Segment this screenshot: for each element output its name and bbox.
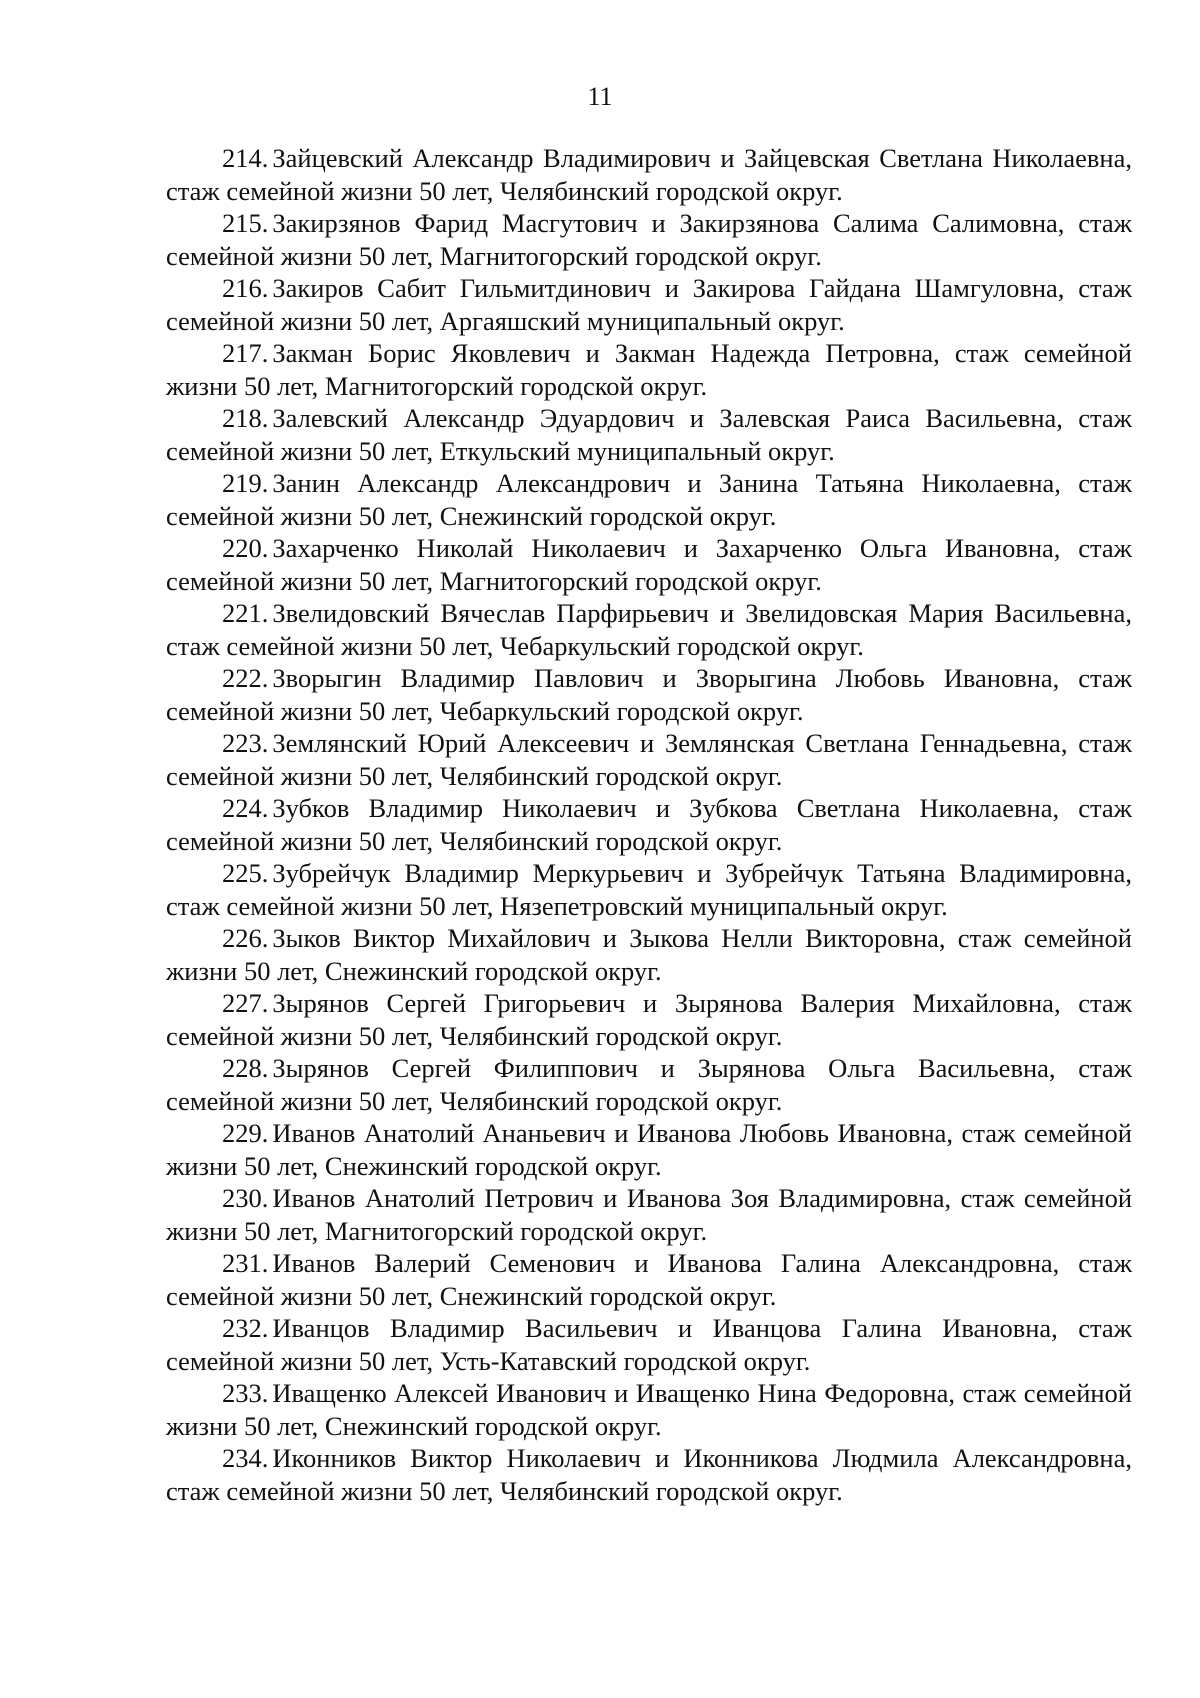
entry-number: 215.	[222, 208, 269, 238]
entry-number: 230.	[222, 1183, 269, 1213]
entry-number: 222.	[222, 663, 269, 693]
list-item	[166, 532, 1132, 597]
entry-text: Залевский Александр Эдуардович и Залевская Раиса Васильевна, стаж семейной жизни 50 лет, Еткульский муниципальный округ.	[166, 403, 1132, 466]
entry-number: 216.	[222, 273, 269, 303]
entry-text: Иванов Анатолий Ананьевич и Иванова Любовь Ивановна, стаж семейной жизни 50 лет, Снежинский городской округ.	[166, 1118, 1132, 1181]
list-item	[166, 1442, 1132, 1507]
entry-text: Захарченко Николай Николаевич и Захарченко Ольга Ивановна, стаж семейной жизни 50 лет, Магнитогорский городской округ.	[166, 533, 1132, 596]
entry-number: 223.	[222, 728, 269, 758]
entry-number: 220.	[222, 533, 269, 563]
entry-number: 218.	[222, 403, 269, 433]
entry-text: Землянский Юрий Алексеевич и Землянская Светлана Геннадьевна, стаж семейной жизни 50 лет, Челябинский городской округ.	[166, 728, 1132, 791]
entry-number: 219.	[222, 468, 269, 498]
entry-text: Иващенко Алексей Иванович и Иващенко Нина Федоровна, стаж семейной жизни 50 лет, Снежинский городской округ.	[166, 1378, 1132, 1441]
entry-number: 214.	[222, 143, 269, 173]
list-item	[166, 727, 1132, 792]
list-item	[166, 1247, 1132, 1312]
list-item	[166, 792, 1132, 857]
entry-text: Зубрейчук Владимир Меркурьевич и Зубрейчук Татьяна Владимировна, стаж семейной жизни 50 лет, Нязепетровский муниципальный округ.	[166, 858, 1132, 921]
entry-list	[166, 142, 1132, 1507]
entry-number: 228.	[222, 1053, 269, 1083]
entry-text: Зыков Виктор Михайлович и Зыкова Нелли Викторовна, стаж семейной жизни 50 лет, Снежинский городской округ.	[166, 923, 1132, 986]
list-item	[166, 922, 1132, 987]
list-item	[166, 857, 1132, 922]
list-item	[166, 662, 1132, 727]
list-item	[166, 1182, 1132, 1247]
entry-text: Зайцевский Александр Владимирович и Зайцевская Светлана Николаевна, стаж семейной жизни 50 лет, Челябинский городской округ.	[166, 143, 1132, 206]
entry-number: 232.	[222, 1313, 269, 1343]
entry-number: 226.	[222, 923, 269, 953]
entry-text: Зырянов Сергей Филиппович и Зырянова Ольга Васильевна, стаж семейной жизни 50 лет, Челябинский городской округ.	[166, 1053, 1132, 1116]
list-item	[166, 467, 1132, 532]
entry-text: Иванов Анатолий Петрович и Иванова Зоя Владимировна, стаж семейной жизни 50 лет, Магнитогорский городской округ.	[166, 1183, 1132, 1246]
page-number: 11	[587, 82, 613, 111]
entry-text: Иконников Виктор Николаевич и Иконникова Людмила Александровна, стаж семейной жизни 50 лет, Челябинский городской округ.	[166, 1443, 1132, 1506]
entry-number: 225.	[222, 858, 269, 888]
list-item	[166, 1117, 1132, 1182]
list-item	[166, 402, 1132, 467]
entry-number: 231.	[222, 1248, 269, 1278]
entry-text: Закиров Сабит Гильмитдинович и Закирова Гайдана Шамгуловна, стаж семейной жизни 50 лет, Аргаяшский муниципальный округ.	[166, 273, 1132, 336]
list-item	[166, 597, 1132, 662]
list-item	[166, 1312, 1132, 1377]
entry-text: Зырянов Сергей Григорьевич и Зырянова Валерия Михайловна, стаж семейной жизни 50 лет, Челябинский городской округ.	[166, 988, 1132, 1051]
entry-text: Закман Борис Яковлевич и Закман Надежда Петровна, стаж семейной жизни 50 лет, Магнитогорский городской округ.	[166, 338, 1132, 401]
list-item	[166, 1377, 1132, 1442]
entry-number: 224.	[222, 793, 269, 823]
entry-number: 229.	[222, 1118, 269, 1148]
entry-text: Занин Александр Александрович и Занина Татьяна Николаевна, стаж семейной жизни 50 лет, Снежинский городской округ.	[166, 468, 1132, 531]
entry-number: 233.	[222, 1378, 269, 1408]
list-item	[166, 987, 1132, 1052]
entry-number: 221.	[222, 598, 269, 628]
list-item	[166, 207, 1132, 272]
entry-text: Иванов Валерий Семенович и Иванова Галина Александровна, стаж семейной жизни 50 лет, Снежинский городской округ.	[166, 1248, 1132, 1311]
entry-number: 234.	[222, 1443, 269, 1473]
entry-number: 217.	[222, 338, 269, 368]
entry-text: Закирзянов Фарид Масгутович и Закирзянова Салима Салимовна, стаж семейной жизни 50 лет, Магнитогорский городской округ.	[166, 208, 1132, 271]
list-item	[166, 142, 1132, 207]
entry-text: Звелидовский Вячеслав Парфирьевич и Звелидовская Мария Васильевна, стаж семейной жизни 50 лет, Чебаркульский городской округ.	[166, 598, 1132, 661]
list-item	[166, 272, 1132, 337]
entry-number: 227.	[222, 988, 269, 1018]
list-item	[166, 1052, 1132, 1117]
list-item	[166, 337, 1132, 402]
entry-text: Зворыгин Владимир Павлович и Зворыгина Любовь Ивановна, стаж семейной жизни 50 лет, Чебаркульский городской округ.	[166, 663, 1132, 726]
entry-text: Иванцов Владимир Васильевич и Иванцова Галина Ивановна, стаж семейной жизни 50 лет, Усть-Катавский городской округ.	[166, 1313, 1132, 1376]
entry-text: Зубков Владимир Николаевич и Зубкова Светлана Николаевна, стаж семейной жизни 50 лет, Челябинский городской округ.	[166, 793, 1132, 856]
